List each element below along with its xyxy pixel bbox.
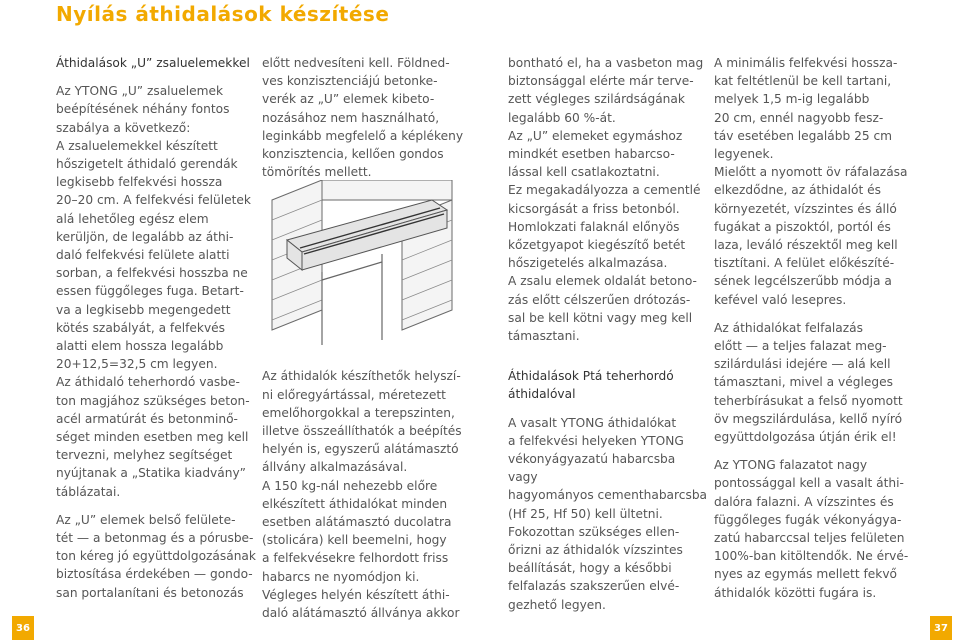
column-1 (56, 54, 256, 612)
paragraph: Az YTONG falazatot nagy pontossággal kell a vasalt áthi- dalóra falazni. A vízszintes és függőleges fugák vékonyágya- zatú habarccsal teljes felületen 100%-ban kitöltendők. Ne érvé- nyes az egymás mellett fekvő áthidalók közötti fugára is. (714, 458, 909, 600)
lintel-illustration (262, 180, 462, 350)
column-3 (508, 54, 708, 624)
page-number-right: 37 (930, 616, 952, 640)
column-4 (714, 54, 914, 612)
paragraph: bontható el, ha a vasbeton mag biztonsággal elérte már terve- zett végleges szilárdságának legalább 60 %-át. Az „U” elemeket egymáshoz mindkét esetben habarcso- lással kell csatlakoztatni. Ez megakadályozza a cementlé kicsorgását a friss betonból. Homlokzati falaknál előnyös kőzetgyapot kiegészítő betét hőszigetelés alkalmazása. A zsalu elemek oldalát betono- zás előtt célszerűen drótozás- sal be kell kötni vagy meg kell támasztani. (508, 56, 704, 344)
paragraph: Az YTONG „U” zsaluelemek beépítésének néhány fontos szabálya a következő: A zsaluelemekkel készített hőszigetelt áthidaló gerendák legkisebb felfekvési hossza 20–20 cm. A felfekvési felületek alá lehetőleg egész elem kerüljön, de legalább az áthi- daló felfekvési felülete alatti sorban, a felfekvési hosszba ne essen függőleges fuga. Betart- va a legkisebb megengedett kötés szabályát, a felfekvés alatti elem hossza legalább 20+12,5=32,5 cm legyen. Az áthidaló teherhordó vasbe- ton magjához szükséges beton- acél armatúrát és betonminő- séget minden esetben meg kell tervezni, melyhez segítséget nyújtanak a „Statika kiadvány” táblázatai. (56, 84, 251, 499)
section-heading-pta: Áthidalások Ptá teherhordó áthidalóval (508, 369, 674, 402)
page-number-left: 36 (12, 616, 34, 640)
paragraph: Az áthidalók készíthetők helyszí- ni előregyártással, méretezett emelőhorgokkal a terepszinten, illetve összeállíthatók a beépítés helyén is, egyszerű alátámasztó állvány alkalmazásával. A 150 kg-nál nehezebb előre elkészített áthidalókat minden esetben alátámasztó ducolatra (stolicára) kell beemelni, hogy a felfekvésekre felhordott friss habarcs ne nyomódjon ki. Végleges helyén készített áthi- daló alátámasztó állványa akkor (262, 369, 462, 621)
paragraph: előtt nedvesíteni kell. Földned- ves konzisztenciájú betonke- verék az „U” elemek kibeto- nozásához nem használható, leginkább megfelelő a képlékeny konzisztencia, kellően gondos tömörítés mellett. (262, 56, 464, 180)
paragraph: A minimális felfekvési hossza- kat feltétlenül be kell tartani, melyek 1,5 m-ig legalább 20 cm, ennél nagyobb fesz- táv esetében legalább 25 cm legyenek. Mielőtt a nyomott öv ráfalazása elkezdődne, az áthidalót és környezetét, vízszintes és álló fugákat a piszoktól, portól és laza, leváló részektől meg kell tisztítani. A felület előkészíté- sének legcélszerűbb módja a kefével való lesepres. (714, 56, 908, 307)
paragraph: A vasalt YTONG áthidalókat a felfekvési helyeken YTONG vékonyágyazatú habarcsba vagy hagyományos cementhabarcsba (Hf 25, Hf 50) kell ültetni. Fokozottan szükséges ellen- őrizni az áthidalók vízszintes beállítását, hogy a későbbi felfalazás szakszerűen elvé- gezhető legyen. (508, 415, 708, 612)
paragraph: Az áthidalókat felfalazás előtt — a teljes falazat meg- szilárdulási idejére — alá kell támasztani, mivel a végleges teherbírásukat a felső nyomott öv megszilárdulása, kellő nyíró együttdolgozása útján érik el! (714, 320, 903, 445)
section-heading-u-elements: Áthidalások „U” zsaluelemekkel (56, 56, 250, 70)
paragraph: Az „U” elemek belső felülete- tét — a betonmag és a pórusbe- ton kéreg jó együttdolgozásának biztosítása érdekében — gondo- san portalanítani és betonozás (56, 512, 256, 600)
page-title: Nyílás áthidalások készítése (56, 2, 390, 26)
